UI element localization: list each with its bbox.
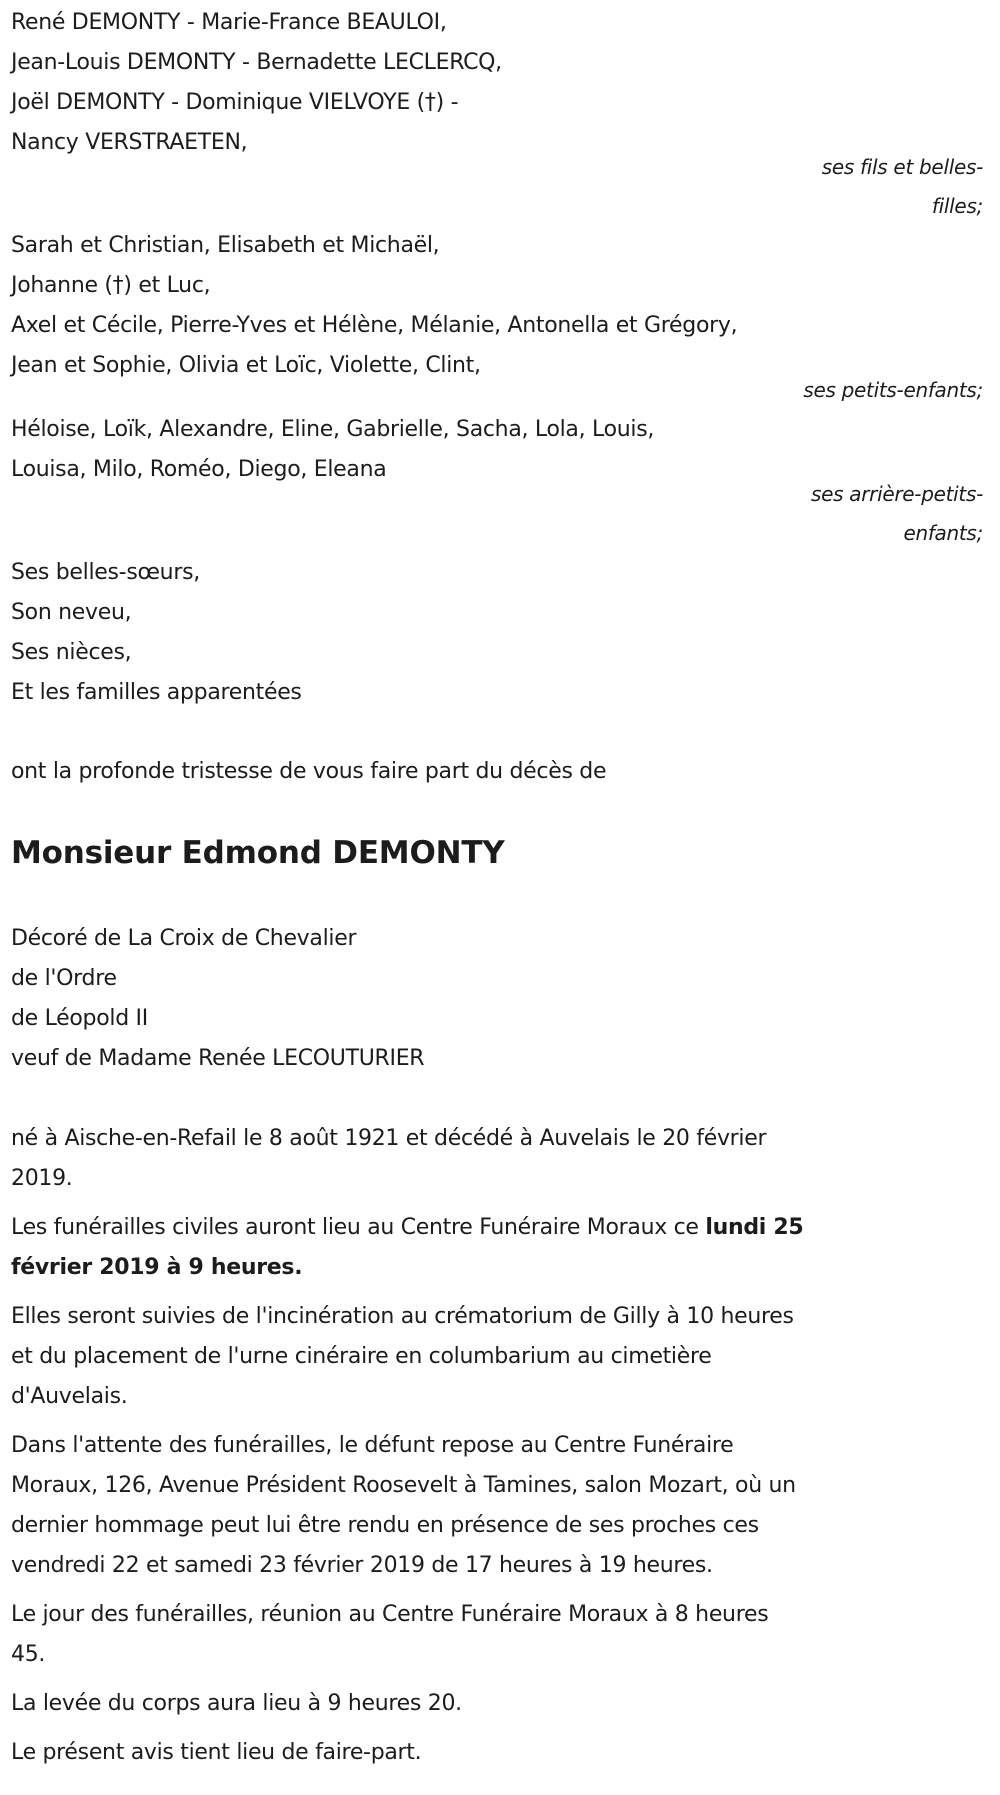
honours	[11, 919, 983, 1079]
family-line: Nancy VERSTRAETEN,	[11, 130, 248, 155]
text-line: vendredi 22 et samedi 23 février 2019 de 17 heures à 19 heures.	[11, 1553, 713, 1578]
text-line: 2019.	[11, 1166, 73, 1191]
funeral-paragraph	[11, 1208, 983, 1288]
text-line	[11, 1248, 983, 1288]
family-line: Ses nièces,	[11, 640, 132, 665]
great-grandchildren-list	[11, 410, 983, 553]
family-line: Son neveu,	[11, 600, 132, 625]
text-line: d'Auvelais.	[11, 1384, 128, 1409]
honour-line: veuf de Madame Renée LECOUTURIER	[11, 1046, 425, 1071]
cremation-paragraph	[11, 1297, 983, 1417]
meeting-paragraph	[11, 1595, 983, 1675]
funeral-date: février 2019 à 9 heures.	[11, 1255, 303, 1280]
text-line: dernier hommage peut lui être rendu en présence de ses proches ces	[11, 1513, 759, 1538]
family-line: Ses belles-sœurs,	[11, 560, 200, 585]
honour-line: Décoré de La Croix de Chevalier	[11, 926, 357, 951]
text-line: 45.	[11, 1642, 46, 1667]
family-line: Jean-Louis DEMONTY - Bernadette LECLERCQ,	[11, 50, 502, 75]
text-line	[11, 1208, 983, 1248]
departure-paragraph: La levée du corps aura lieu à 9 heures 20.	[11, 1691, 462, 1716]
text-line: Moraux, 126, Avenue Président Roosevelt à Tamines, salon Mozart, où un	[11, 1473, 796, 1498]
family-line: Sarah et Christian, Elisabeth et Michaël,	[11, 233, 440, 258]
family-line: Héloise, Loïk, Alexandre, Eline, Gabrielle, Sacha, Lola, Louis,	[11, 417, 655, 442]
relation-label: enfants;	[903, 521, 983, 545]
family-line: Jean et Sophie, Olivia et Loïc, Violette, Clint,	[11, 353, 481, 378]
relation-label: ses arrière-petits-	[811, 482, 983, 506]
family-line: René DEMONTY - Marie-France BEAULOI,	[11, 10, 447, 35]
text-line: Le jour des funérailles, réunion au Centre Funéraire Moraux à 8 heures	[11, 1602, 769, 1627]
honour-line: de Léopold II	[11, 1006, 148, 1031]
funeral-text: Les funérailles civiles auront lieu au Centre Funéraire Moraux ce	[11, 1215, 706, 1240]
sons-list	[11, 3, 983, 226]
family-line: Axel et Cécile, Pierre-Yves et Hélène, Mélanie, Antonella et Grégory,	[11, 313, 738, 338]
viewing-paragraph	[11, 1426, 983, 1586]
family-line: Et les familles apparentées	[11, 680, 302, 705]
honour-line: de l'Ordre	[11, 966, 117, 991]
notice-paragraph: Le présent avis tient lieu de faire-part.	[11, 1740, 422, 1765]
text-line: et du placement de l'urne cinéraire en columbarium au cimetière	[11, 1344, 712, 1369]
text-line: Elles seront suivies de l'incinération au crématorium de Gilly à 10 heures	[11, 1304, 794, 1329]
family-line: Johanne (†) et Luc,	[11, 273, 211, 298]
deceased-name: Monsieur Edmond DEMONTY	[11, 835, 505, 871]
relation-label: filles;	[931, 194, 983, 218]
grandchildren-list	[11, 226, 983, 410]
birth-death-paragraph	[11, 1119, 983, 1199]
relation-label: ses petits-enfants;	[803, 378, 983, 402]
family-line: Louisa, Milo, Roméo, Diego, Eleana	[11, 457, 387, 482]
family-line: Joël DEMONTY - Dominique VIELVOYE (†) -	[11, 90, 459, 115]
text-line: né à Aische-en-Refail le 8 août 1921 et décédé à Auvelais le 20 février	[11, 1126, 767, 1151]
text-line: Dans l'attente des funérailles, le défunt repose au Centre Funéraire	[11, 1433, 734, 1458]
relation-label: ses fils et belles-	[821, 155, 983, 179]
funeral-date: lundi 25	[705, 1215, 804, 1240]
other-relatives	[11, 553, 983, 713]
announcement-text: ont la profonde tristesse de vous faire part du décès de	[11, 759, 607, 784]
